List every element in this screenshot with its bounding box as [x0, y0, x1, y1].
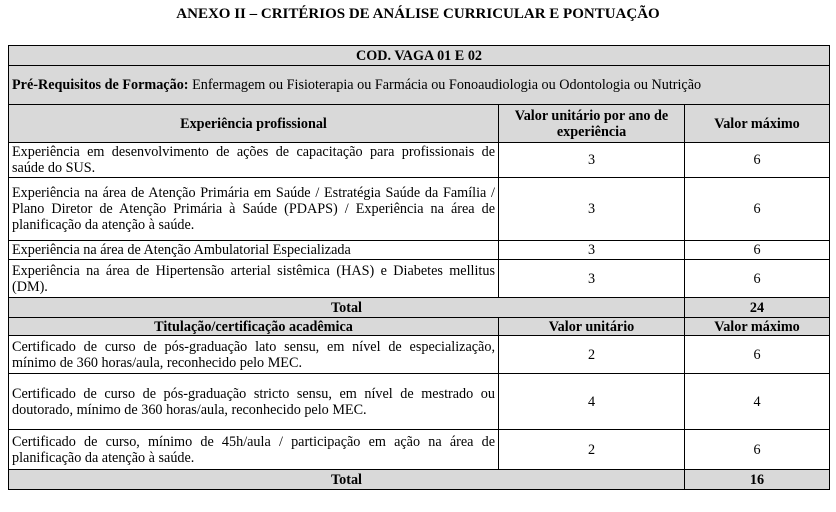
- total-value: 24: [685, 298, 830, 318]
- row-unit-value: 3: [499, 143, 685, 178]
- row-description: Certificado de curso de pós-graduação stricto sensu, em nível de mestrado ou doutorado, mínimo de 360 horas/aula, reconhecido pelo MEC.: [9, 374, 499, 430]
- row-description: Experiência na área de Atenção Ambulatorial Especializada: [9, 241, 499, 260]
- prereq-row: [9, 66, 830, 105]
- experience-unit-header: Valor unitário por ano de experiência: [499, 105, 685, 143]
- row-unit-value: 3: [499, 241, 685, 260]
- table-row: [9, 178, 830, 241]
- total-label: Total: [9, 470, 685, 490]
- row-description: Experiência na área de Atenção Primária em Saúde / Estratégia Saúde da Família / Plano Diretor de Atenção Primária à Saúde (PDAPS) / Experiência na área de planificação da atenção à saúde.: [9, 178, 499, 241]
- row-unit-value: 3: [499, 178, 685, 241]
- titulacao-max-header: Valor máximo: [685, 318, 830, 336]
- experience-max-header: Valor máximo: [685, 105, 830, 143]
- prereq-label: Pré-Requisitos de Formação:: [12, 77, 189, 93]
- row-max-value: 6: [685, 430, 830, 470]
- row-max-value: 4: [685, 374, 830, 430]
- code-row: [9, 46, 830, 66]
- row-unit-value: 2: [499, 430, 685, 470]
- row-description: Certificado de curso, mínimo de 45h/aula / participação em ação na área de planificação da atenção à saúde.: [9, 430, 499, 470]
- row-max-value: 6: [685, 143, 830, 178]
- prereq-cell: [9, 66, 830, 105]
- row-unit-value: 2: [499, 336, 685, 374]
- page-title: ANEXO II – CRITÉRIOS DE ANÁLISE CURRICULAR E PONTUAÇÃO: [176, 6, 660, 22]
- titulacao-total-row: [9, 470, 830, 490]
- experience-header-row: [9, 105, 830, 143]
- prereq-text: Enfermagem ou Fisioterapia ou Farmácia ou Fonoaudiologia ou Odontologia ou Nutrição: [188, 77, 702, 93]
- row-max-value: 6: [685, 260, 830, 298]
- experience-header: Experiência profissional: [9, 105, 499, 143]
- row-unit-value: 3: [499, 260, 685, 298]
- row-max-value: 6: [685, 178, 830, 241]
- criteria-table: [8, 45, 830, 490]
- titulacao-unit-header: Valor unitário: [499, 318, 685, 336]
- table-row: [9, 143, 830, 178]
- experience-total-row: [9, 298, 830, 318]
- row-description: Certificado de curso de pós-graduação lato sensu, em nível de especialização, mínimo de 360 horas/aula, reconhecido pelo MEC.: [9, 336, 499, 374]
- row-max-value: 6: [685, 241, 830, 260]
- row-description: Experiência na área de Hipertensão arterial sistêmica (HAS) e Diabetes mellitus (DM).: [9, 260, 499, 298]
- row-unit-value: 4: [499, 374, 685, 430]
- row-max-value: 6: [685, 336, 830, 374]
- table-row: [9, 336, 830, 374]
- table-row: [9, 374, 830, 430]
- titulacao-header: Titulação/certificação acadêmica: [9, 318, 499, 336]
- table-row: [9, 260, 830, 298]
- table-row: [9, 241, 830, 260]
- total-label: Total: [9, 298, 685, 318]
- vacancy-code: COD. VAGA 01 E 02: [9, 46, 830, 66]
- row-description: Experiência em desenvolvimento de ações de capacitação para profissionais de saúde do SUS.: [9, 143, 499, 178]
- table-row: [9, 430, 830, 470]
- titulacao-header-row: [9, 318, 830, 336]
- total-value: 16: [685, 470, 830, 490]
